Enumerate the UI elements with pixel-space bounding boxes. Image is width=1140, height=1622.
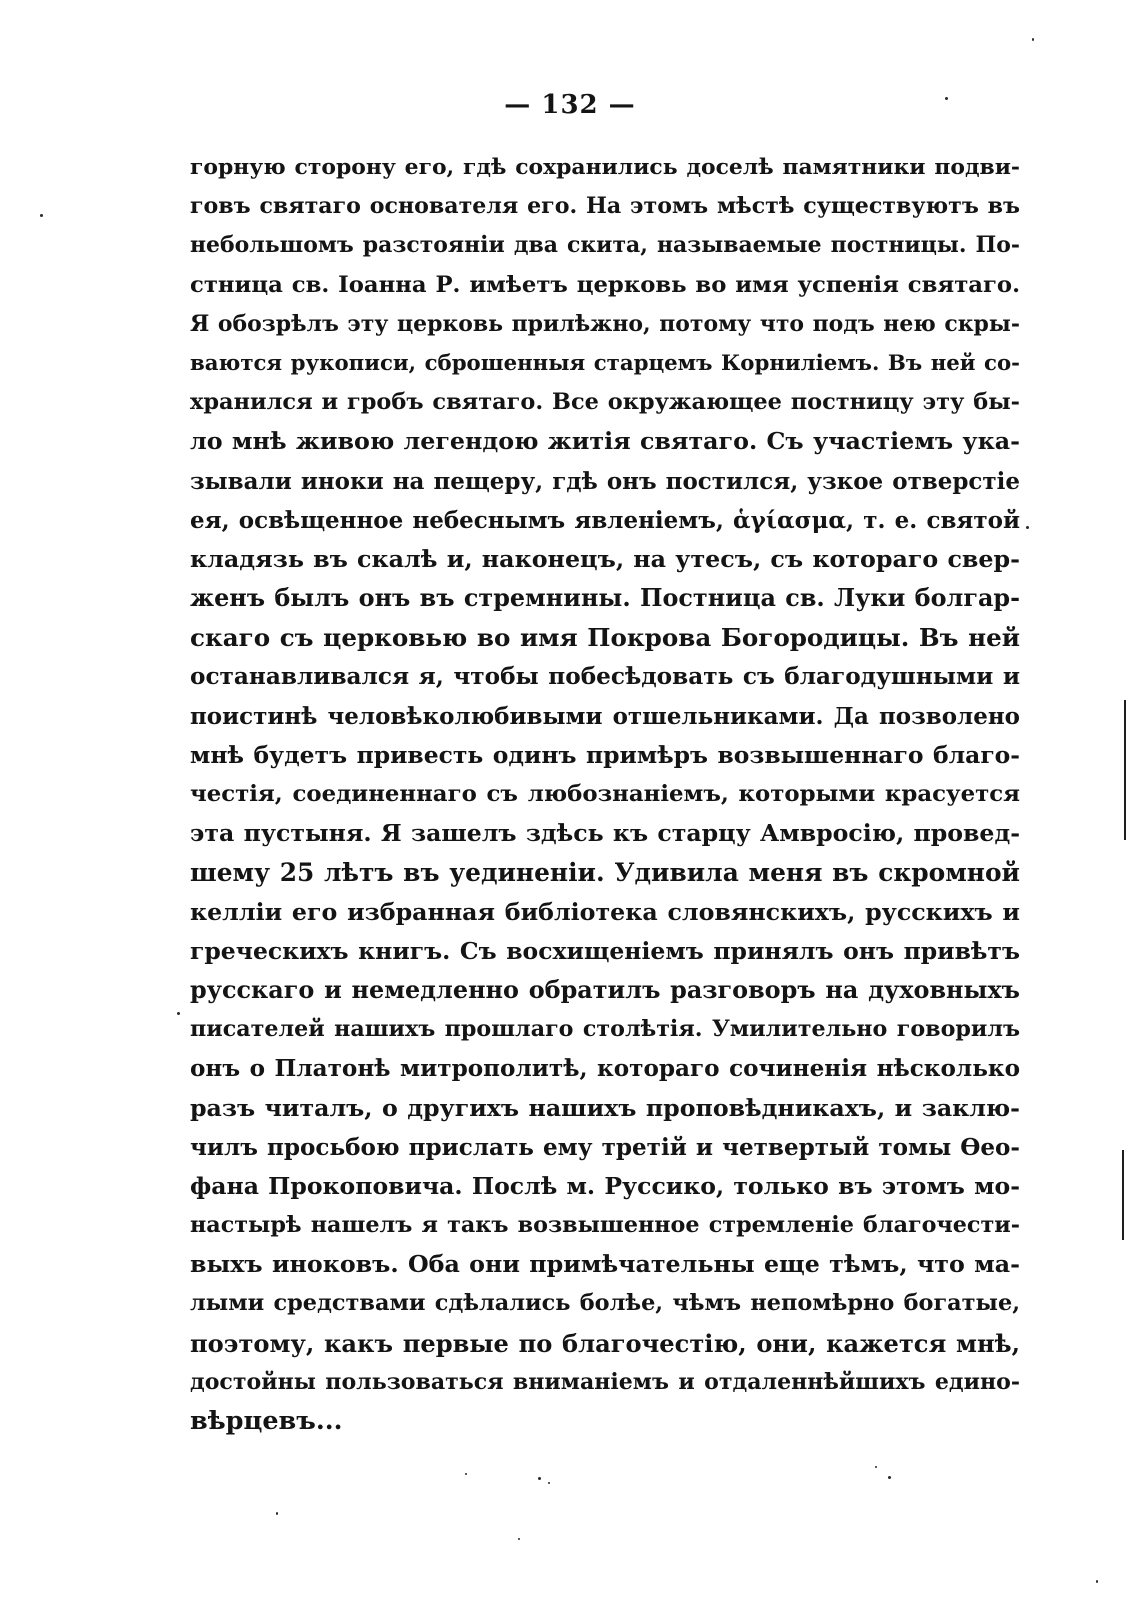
text-line: небольшомъ разстояніи два скита, называемые постницы. По-	[190, 232, 1020, 259]
text-line: онъ о Платонѣ митрополитѣ, котораго сочиненія нѣсколько	[190, 1055, 1020, 1083]
scan-speck	[276, 1512, 278, 1515]
text-line: выхъ иноковъ. Оба они примѣчательны еще тѣмъ, что ма-	[190, 1250, 1020, 1279]
text-line: писателей нашихъ прошлаго столѣтія. Умилительно говорилъ	[190, 1016, 1020, 1043]
scan-speck	[538, 1477, 541, 1480]
scan-speck	[518, 1538, 520, 1540]
text-line: разъ читалъ, о другихъ нашихъ проповѣдникахъ, и заклю-	[190, 1093, 1020, 1122]
text-line: женъ былъ онъ въ стремнины. Постница св. Луки болгар-	[190, 584, 1020, 613]
page-number: — 132 —	[504, 90, 636, 120]
scan-speck	[1096, 1580, 1098, 1583]
scan-speck	[1026, 526, 1029, 529]
scan-speck	[945, 97, 948, 100]
text-line: останавливался я, чтобы побесѣдовать съ благодушными и	[190, 663, 1020, 691]
text-line: достойны пользоваться вниманіемъ и отдаленнѣйшихъ едино-	[190, 1368, 1020, 1395]
text-line: настырѣ нашелъ я такъ возвышенное стремленіе благочести-	[190, 1212, 1020, 1239]
text-line: поистинѣ человѣколюбивыми отшельниками. Да позволено	[190, 702, 1020, 730]
text-line: мнѣ будетъ привесть одинъ примѣръ возвышеннаго благо-	[190, 740, 1020, 769]
text-line: ея, освѣщенное небеснымъ явленіемъ, ἁγίασμα, т. е. святой	[190, 506, 1020, 534]
scan-speck	[548, 1482, 550, 1484]
text-line: ло мнѣ живою легендою житія святаго. Съ участіемъ ука-	[190, 427, 1020, 456]
text-line: келліи его избранная библіотека словянскихъ, русскихъ и	[190, 897, 1020, 926]
text-line: греческихъ книгъ. Съ восхищеніемъ принялъ онъ привѣтъ	[190, 936, 1020, 965]
text-line: зывали иноки на пещеру, гдѣ онъ постился, узкое отверстіе	[190, 467, 1020, 495]
text-line: Я обозрѣлъ эту церковь прилѣжно, потому что подъ нею скры-	[190, 310, 1020, 337]
text-line: стница св. Іоанна Р. имѣетъ церковь во имя успенія святаго.	[190, 271, 1020, 298]
scan-speck	[888, 1476, 891, 1479]
margin-mark	[1124, 700, 1126, 840]
text-line: кладязь въ скалѣ и, наконецъ, на утесъ, съ котораго свер-	[190, 544, 1020, 573]
text-line: горную сторону его, гдѣ сохранились доселѣ памятники подви-	[190, 154, 1020, 180]
text-line: вѣрцевъ...	[190, 1406, 343, 1436]
text-line: честія, соединеннаго съ любознаніемъ, которыми красуется	[190, 781, 1020, 807]
text-line: говъ святаго основателя его. На этомъ мѣстѣ существуютъ въ	[190, 193, 1020, 220]
body-text	[190, 148, 1020, 1441]
text-line: русскаго и немедленно обратилъ разговоръ на духовныхъ	[190, 975, 1020, 1004]
margin-mark	[1122, 1150, 1124, 1240]
text-line: хранился и гробъ святаго. Все окружающее постницу эту бы-	[190, 389, 1020, 416]
text-line: поэтому, какъ первые по благочестію, они, кажется мнѣ,	[190, 1328, 1020, 1358]
scan-speck	[40, 214, 43, 217]
text-line: эта пустыня. Я зашелъ здѣсь къ старцу Амвросію, провед-	[190, 819, 1020, 848]
text-line: лыми средствами сдѣлались болѣе, чѣмъ непомѣрно богатые,	[190, 1290, 1020, 1317]
scan-speck	[177, 1012, 180, 1015]
scan-speck	[1032, 38, 1034, 41]
text-line: фана Прокоповича. Послѣ м. Руссико, только въ этомъ мо-	[190, 1171, 1020, 1200]
text-line: шему 25 лѣтъ въ уединеніи. Удивила меня въ скромной	[190, 858, 1020, 888]
text-line: скаго съ церковью во имя Покрова Богородицы. Въ ней	[190, 623, 1020, 653]
text-line: чилъ просьбою прислать ему третій и четвертый томы Ѳео-	[190, 1133, 1020, 1161]
scan-speck	[875, 1466, 877, 1468]
text-line: ваются рукописи, сброшенныя старцемъ Корниліемъ. Въ ней со-	[190, 350, 1020, 376]
scan-speck	[465, 1473, 467, 1475]
